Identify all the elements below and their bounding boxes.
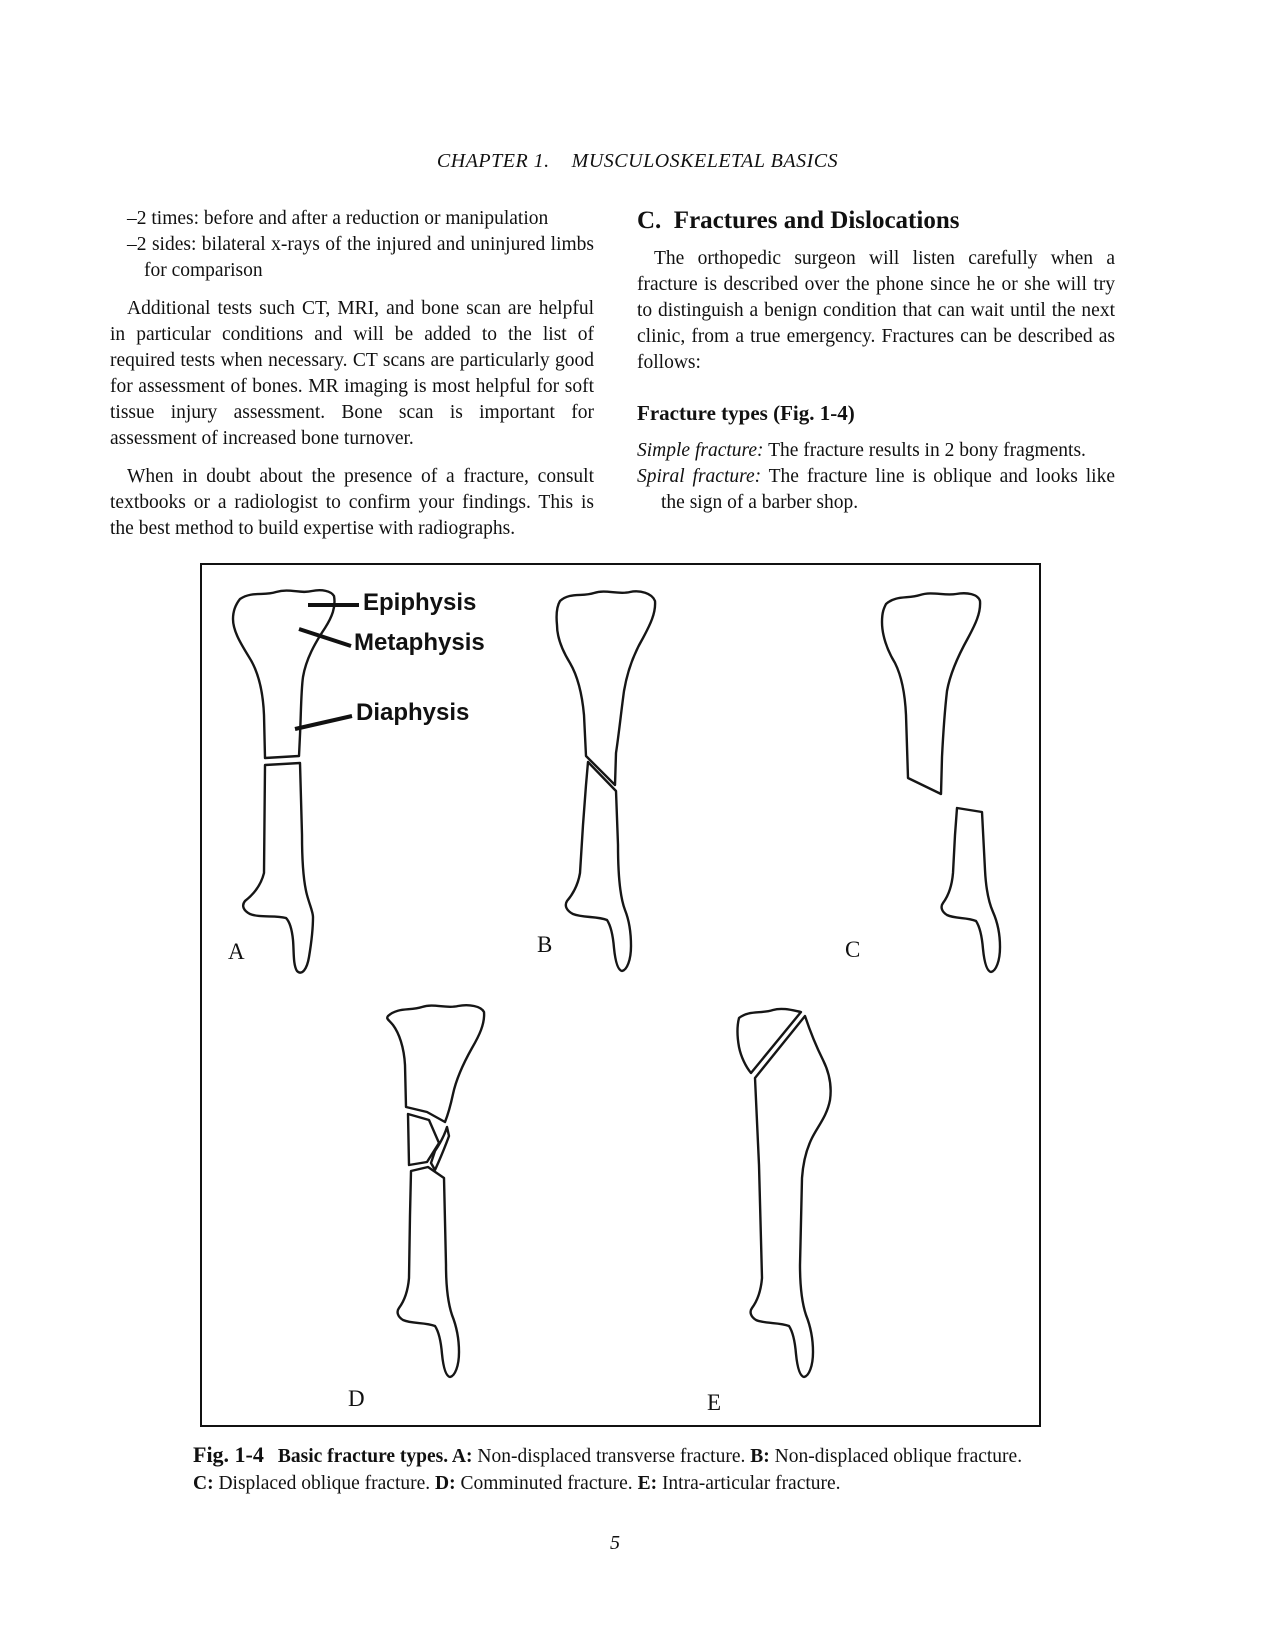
caption-key: E:	[637, 1473, 658, 1494]
paragraph: The orthopedic surgeon will listen carefully when a fracture is described over the phone since he or she will try to distinguish a benign condition that can wait until the next clinic, from a true emergency. Fractures can be described as follows:	[637, 248, 1115, 373]
caption-text: Intra-articular fracture.	[657, 1473, 841, 1494]
caption-text: Non-displaced transverse fracture.	[472, 1446, 751, 1467]
bone-letter-c: C	[845, 937, 861, 962]
caption-key: D:	[435, 1473, 456, 1494]
right-column	[637, 206, 1115, 516]
figure-number: Fig. 1-4	[193, 1442, 264, 1467]
figure-caption	[193, 1441, 1045, 1497]
list-item: –2 times: before and after a reduction or manipulation	[127, 208, 549, 229]
definition-entry	[637, 464, 1115, 516]
section-heading: C. Fractures and Dislocations	[637, 207, 960, 234]
subsection-heading: Fracture types (Fig. 1-4)	[637, 401, 855, 425]
caption-text: Displaced oblique fracture.	[213, 1473, 436, 1494]
paragraph: Additional tests such CT, MRI, and bone scan are helpful in particular conditions and will be added to the list of required tests when necessary. CT scans are particularly good for assessment of bones. MR imaging is most helpful for soft tissue injury assessment. Bone scan is important for assessment of increased bone turnover.	[110, 298, 594, 449]
bone-e-drawing	[738, 1009, 831, 1377]
paragraph: When in doubt about the presence of a fracture, consult textbooks or a radiologist to confirm your findings. This is the best method to build expertise with radiographs.	[110, 466, 594, 539]
caption-key: C:	[193, 1473, 214, 1494]
bone-letter-e: E	[707, 1390, 722, 1415]
bone-a-drawing	[233, 590, 359, 972]
chapter-header: CHAPTER 1. MUSCULOSKELETAL BASICS	[436, 150, 839, 172]
caption-text: Comminuted fracture.	[455, 1473, 638, 1494]
caption-title: Basic fracture types.	[277, 1446, 452, 1467]
caption-key: B:	[750, 1446, 770, 1467]
caption-text: Non-displaced oblique fracture.	[769, 1446, 1023, 1467]
bone-d-drawing	[387, 1005, 484, 1377]
bone-letter-a: A	[228, 939, 245, 964]
list-item: –2 sides: bilateral x-rays of the injured and uninjured limbs for comparison	[127, 234, 594, 281]
definition-term: Simple fracture:	[637, 440, 764, 461]
page-number: 5	[610, 1532, 620, 1554]
anatomy-label-epiphysis: Epiphysis	[363, 589, 477, 616]
definition-entry	[637, 438, 1115, 464]
bone-c-drawing	[882, 593, 1000, 972]
diaphysis-leader-line	[295, 716, 352, 729]
figure-box	[200, 563, 1041, 1427]
definition-text: The fracture results in 2 bony fragments.	[763, 440, 1086, 461]
left-column	[110, 206, 594, 542]
definition-text: The fracture line is oblique and looks like the sign of a barber shop.	[661, 466, 1115, 513]
anatomy-label-metaphysis: Metaphysis	[354, 629, 485, 656]
caption-key: A:	[451, 1446, 473, 1467]
bone-letter-d: D	[348, 1386, 365, 1411]
figure-canvas	[202, 565, 1039, 1425]
anatomy-label-diaphysis: Diaphysis	[356, 699, 470, 726]
bone-letter-b: B	[537, 932, 553, 957]
definition-term: Spiral fracture:	[637, 466, 762, 487]
bone-b-drawing	[557, 591, 655, 971]
